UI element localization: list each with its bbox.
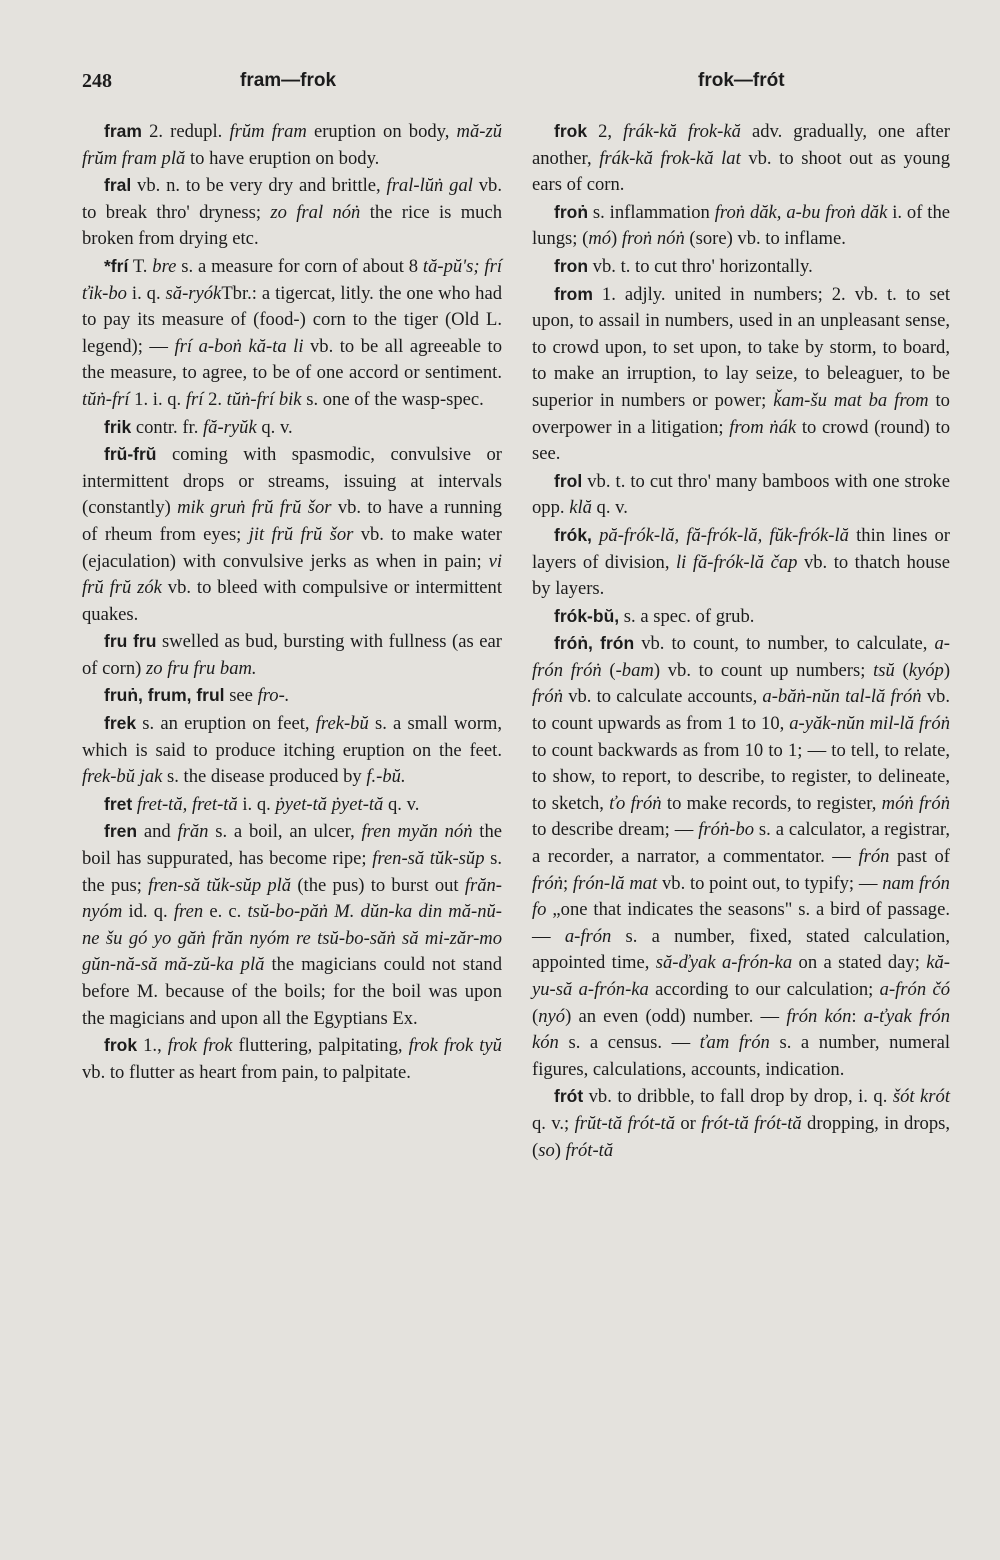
definition-text: 2. bbox=[203, 388, 227, 410]
native-term: tŭṅ-frí bbox=[82, 388, 130, 410]
native-term: fróṅ-bo bbox=[698, 819, 755, 841]
definition-text: q. v.; bbox=[532, 1112, 575, 1134]
definition-text: (the pus) to burst out bbox=[291, 874, 465, 896]
definition-text: Tbr.: a tigercat, litly. the one who had to pay its measure of (food-) corn to the tiger (Old L. legend); — bbox=[82, 282, 502, 357]
native-term: fret-tă, fret-tă bbox=[136, 793, 238, 815]
headword: frŭ-frŭ bbox=[104, 444, 157, 465]
definition-text: T. bbox=[128, 255, 153, 277]
native-term: frí bbox=[185, 388, 204, 410]
definition-text: vb. to flutter as heart from pain, to palpitate. bbox=[82, 1061, 411, 1083]
headword: frók-bŭ, bbox=[554, 605, 620, 626]
definition-text: 1. i. q. bbox=[129, 388, 186, 410]
native-term: zo fru fru bam. bbox=[146, 657, 257, 679]
native-term: frek-bŭ jak bbox=[82, 766, 163, 788]
definition-text: ( bbox=[894, 659, 909, 681]
native-term: frăn-nyóm bbox=[82, 874, 502, 923]
native-term: mó bbox=[588, 228, 612, 250]
native-term: from ṅák bbox=[729, 416, 797, 438]
native-term: li fă-frók-lă čap bbox=[675, 551, 798, 573]
native-term: so bbox=[538, 1139, 555, 1161]
definition-text: vb. to break thro' dryness; bbox=[82, 175, 502, 223]
definition-text: the rice is much broken from drying etc. bbox=[82, 201, 502, 250]
native-term: fren-să tŭk-sŭp plă bbox=[148, 874, 292, 896]
dictionary-entry bbox=[532, 199, 950, 253]
definition-text: s. a number, numeral figures, calculations, accounts, indication. bbox=[532, 1032, 950, 1080]
native-term: tă-pŭ's; frí ťik-bo bbox=[82, 255, 502, 304]
dictionary-entry bbox=[82, 682, 502, 710]
native-term: nam frón fo bbox=[532, 872, 950, 921]
native-term: fren bbox=[173, 901, 204, 923]
headword: from bbox=[554, 283, 593, 304]
page-number: 248 bbox=[82, 70, 112, 92]
definition-text: vb. to make water (ejaculation) with convulsive jerks as when in pain; bbox=[82, 523, 502, 572]
definition-text: e. c. bbox=[203, 901, 248, 923]
definition-text: vb. to dribble, to fall drop by drop, i. q. bbox=[583, 1086, 893, 1108]
definition-text: vb. to have a running of rheum from eyes; bbox=[82, 497, 502, 545]
native-term: fro-. bbox=[257, 685, 290, 707]
definition-text: s. a calculator, a registrar, a recorder, a narrator, a commentator. — bbox=[532, 819, 950, 868]
dictionary-entry bbox=[82, 628, 502, 682]
definition-text: to make records, to register, bbox=[661, 792, 882, 814]
native-term: a-yăk-nŭn mil-lă fróṅ bbox=[789, 713, 950, 735]
native-term: fren myăn nóṅ bbox=[361, 821, 473, 843]
definition-text: to crowd (round) to see. bbox=[532, 416, 950, 465]
definition-text: adv. gradually, one after another, bbox=[532, 121, 950, 169]
definition-text: s. inflammation bbox=[588, 201, 715, 223]
native-term: vi frŭ frŭ zók bbox=[82, 550, 502, 599]
dictionary-entry bbox=[82, 441, 502, 628]
native-term: fren-să tŭk-sŭp bbox=[372, 848, 485, 870]
native-term: f.-bŭ. bbox=[366, 766, 406, 788]
definition-text: ; bbox=[563, 872, 573, 894]
native-term: froṅ dăk, a-bu froṅ dăk bbox=[714, 201, 888, 223]
definition-text: s. the disease produced by bbox=[162, 766, 367, 788]
dictionary-entry bbox=[82, 1032, 502, 1086]
definition-text: (sore) vb. to inflame. bbox=[684, 228, 846, 250]
definition-text: q. v. bbox=[256, 416, 293, 438]
definition-text: s. a spec. of grub. bbox=[619, 605, 755, 627]
headword: fru fru bbox=[104, 631, 157, 652]
definition-text: vb. to count upwards as from 1 to 10, bbox=[532, 686, 950, 735]
dictionary-entry bbox=[82, 414, 502, 442]
native-term: frŭt-tă frót-tă bbox=[574, 1112, 676, 1134]
definition-text: ) bbox=[943, 659, 951, 681]
native-term: frok frok bbox=[167, 1035, 233, 1057]
dictionary-entry bbox=[532, 522, 950, 603]
headword: frik bbox=[104, 416, 132, 437]
native-term: jit frŭ frŭ šor bbox=[248, 523, 354, 545]
native-term: fróṅ bbox=[532, 872, 563, 894]
headword: fren bbox=[104, 821, 138, 842]
native-term: ṗyet-tă ṗyet-tă bbox=[275, 793, 384, 815]
dictionary-entry bbox=[532, 281, 950, 468]
definition-text: vb. to count, to number, to calculate, bbox=[634, 633, 935, 655]
definition-text: ( bbox=[532, 1005, 539, 1027]
left-column bbox=[82, 118, 502, 1086]
dictionary-entry bbox=[532, 253, 950, 281]
definition-text: i. q. bbox=[237, 793, 276, 815]
native-term: nyó bbox=[538, 1005, 566, 1027]
headword: frek bbox=[104, 713, 137, 734]
definition-text: ( bbox=[601, 659, 616, 681]
definition-text: „one that indicates the seasons" s. a bird of passage. — bbox=[532, 899, 950, 947]
dictionary-entry bbox=[82, 818, 502, 1032]
native-term: frák-kă frok-kă bbox=[623, 121, 741, 142]
native-term: frok frok tyŭ bbox=[408, 1035, 502, 1057]
definition-text: dropping, in drops, ( bbox=[532, 1112, 951, 1161]
dictionary-entry bbox=[82, 791, 502, 819]
headword: fral bbox=[104, 175, 132, 196]
definition-text: see bbox=[224, 685, 258, 707]
definition-text: i. q. bbox=[126, 282, 166, 304]
native-term: frák-kă frok-kă lat bbox=[599, 147, 741, 169]
headword: fróṅ, frón bbox=[554, 633, 635, 654]
headword: frok bbox=[554, 121, 588, 141]
native-term: -bam bbox=[615, 659, 654, 681]
definition-text: vb. to shoot out as young ears of corn. bbox=[532, 147, 950, 196]
definition-text: q. v. bbox=[383, 793, 420, 815]
native-term: kyóp bbox=[908, 659, 944, 681]
native-term: froṅ nóṅ bbox=[621, 228, 685, 250]
native-term: a-frón fróṅ bbox=[532, 633, 950, 681]
dictionary-entry bbox=[532, 630, 950, 1083]
native-term: a-frón čó bbox=[879, 979, 950, 1000]
definition-text: or bbox=[675, 1112, 702, 1134]
native-term: frí a-boṅ kă-ta li bbox=[174, 335, 304, 357]
definition-text: 1., bbox=[137, 1035, 168, 1057]
definition-text: swelled as bud, bursting with fullness (as ear of corn) bbox=[82, 631, 502, 679]
definition-text: contr. fr. bbox=[131, 416, 204, 438]
definition-text: i. of the lungs; ( bbox=[532, 201, 950, 250]
headword: frol bbox=[554, 470, 583, 491]
native-term: ťo fróṅ bbox=[609, 792, 662, 814]
headword: frok bbox=[104, 1035, 138, 1056]
headword: fruṅ, frum, frul bbox=[104, 685, 225, 706]
native-term: ǩam-šu mat ba from bbox=[773, 389, 929, 411]
definition-text: 1. adjly. united in numbers; 2. vb. t. to set upon, to assail in numbers, used in an unpleasant sense, to crowd upon, to set upon, to take by storm, to board, to make an irruption, to lay seize, to beleaguer, to be superior in numbers or power; bbox=[532, 283, 950, 411]
definition-text: on a stated day; bbox=[792, 952, 927, 974]
definition-text: the magicians could not stand before M. because of the boils; for the boil was upon the magicians and upon all the Egyptians Ex. bbox=[82, 954, 502, 1029]
native-term: ťam frón bbox=[699, 1032, 770, 1054]
dictionary-entry bbox=[532, 468, 950, 522]
native-term: mă-zŭ frŭm fram plă bbox=[82, 121, 502, 169]
definition-text: ) vb. to count up numbers; bbox=[653, 659, 874, 681]
native-term: kă-yu-să a-frón-ka bbox=[532, 952, 950, 1000]
native-term: fral-lŭṅ gal bbox=[386, 175, 473, 197]
dictionary-entry bbox=[82, 172, 502, 253]
definition-text: s. a small worm, which is said to produce itching eruption on the feet. bbox=[82, 713, 502, 761]
native-term: pă-frók-lă, fă-frók-lă, fŭk-frók-lă bbox=[599, 524, 849, 546]
headword: froṅ bbox=[554, 201, 589, 222]
definition-text: to count backwards as from 10 to 1; — to tell, to relate, to show, to report, to describe, to register, to delineate, to sketch, bbox=[532, 739, 950, 814]
native-term: frón kón bbox=[786, 1005, 852, 1027]
native-term: klă bbox=[569, 497, 592, 519]
native-term: frŭm fram bbox=[229, 121, 307, 142]
native-term: a-băṅ-nŭn tal-lă fróṅ bbox=[762, 686, 922, 708]
definition-text: to overpower in a litigation; bbox=[532, 389, 950, 438]
headword: frók, bbox=[554, 524, 592, 545]
definition-text: q. v. bbox=[591, 497, 628, 519]
definition-text: vb. to thatch house by layers. bbox=[532, 551, 950, 600]
definition-text: vb. n. to be very dry and brittle, bbox=[131, 175, 387, 197]
headword: frót bbox=[554, 1086, 584, 1107]
native-term: a-frón bbox=[564, 925, 612, 947]
headword: fram bbox=[104, 121, 142, 141]
native-term: frót-tă frót-tă bbox=[701, 1112, 802, 1134]
definition-text: vb. t. to cut thro' horizontally. bbox=[588, 255, 813, 277]
native-term: tsŭ bbox=[873, 659, 895, 681]
dictionary-entry bbox=[82, 253, 502, 414]
left-running-head: fram—frok bbox=[240, 70, 337, 91]
native-term: să-ďyak a-frón-ka bbox=[655, 952, 793, 974]
native-term: frót-tă bbox=[565, 1139, 614, 1161]
definition-text: coming with spasmodic, convulsive or intermittent drops or streams, issuing at intervals (constantly) bbox=[82, 444, 502, 519]
dictionary-entry bbox=[532, 1083, 950, 1164]
definition-text: s. a boil, an ulcer, bbox=[208, 821, 362, 843]
definition-text: ) an even (odd) number. — bbox=[565, 1005, 787, 1027]
definition-text: thin lines or layers of division, bbox=[532, 524, 950, 573]
native-term: bre bbox=[152, 255, 177, 277]
native-term: tsŭ-bo-păṅ M. dŭn-ka din mă-nŭ-ne šu gó yo găṅ frăn nyóm re tsŭ-bo-săṅ să mi-zăr-mo gŭn-nă-să mă-zŭ-ka plă bbox=[82, 901, 502, 976]
headword: *frí bbox=[104, 255, 129, 276]
definition-text: past of bbox=[889, 846, 950, 868]
definition-text: and bbox=[137, 821, 178, 843]
right-running-head: frok—frót bbox=[698, 70, 785, 91]
headword: fret bbox=[104, 793, 133, 814]
dictionary-entry bbox=[82, 118, 502, 172]
native-term: móṅ fróṅ bbox=[881, 792, 950, 814]
definition-text: eruption on body, bbox=[306, 121, 457, 142]
definition-text: fluttering, palpitating, bbox=[232, 1035, 409, 1057]
definition-text: s. a census. — bbox=[558, 1032, 700, 1054]
definition-text: to have eruption on body. bbox=[185, 147, 380, 169]
definition-text: vb. to bleed with compulsive or intermittent quakes. bbox=[82, 577, 502, 625]
definition-text: ) bbox=[611, 228, 622, 250]
definition-text: : bbox=[851, 1005, 864, 1027]
definition-text: according to our calculation; bbox=[648, 979, 880, 1000]
definition-text: vb. to calculate accounts, bbox=[563, 686, 763, 708]
native-term: fă-ryŭk bbox=[203, 416, 257, 438]
headword: fron bbox=[554, 255, 589, 276]
native-term: frek-bŭ bbox=[315, 713, 369, 735]
native-term: šót krót bbox=[892, 1086, 950, 1108]
native-term: zo fral nóṅ bbox=[270, 201, 361, 223]
native-term: frón-lă mat bbox=[572, 872, 658, 894]
native-term: a-ťyak frón kón bbox=[532, 1005, 950, 1054]
definition-text: vb. to point out, to typify; — bbox=[657, 872, 883, 894]
definition-text: ) bbox=[554, 1139, 566, 1161]
right-column bbox=[532, 118, 950, 1164]
dictionary-entry bbox=[82, 710, 502, 791]
definition-text: s. the pus; bbox=[82, 848, 502, 896]
native-term: tŭṅ-frí bik bbox=[226, 388, 302, 410]
dictionary-entry bbox=[532, 603, 950, 631]
native-term: mik gruṅ frŭ frŭ šor bbox=[177, 497, 332, 519]
definition-text: s. an eruption on feet, bbox=[136, 713, 316, 735]
definition-text: s. a number, fixed, stated calculation, appointed time, bbox=[532, 925, 950, 974]
definition-text: to describe dream; — bbox=[532, 819, 699, 841]
native-term: frón bbox=[858, 846, 890, 868]
definition-text: s. one of the wasp-spec. bbox=[301, 388, 484, 410]
definition-text: s. a measure for corn of about 8 bbox=[176, 255, 423, 277]
definition-text: vb. to be all agreeable to the measure, to agree, to be of one accord or sentiment. bbox=[82, 335, 502, 384]
native-term: frăn bbox=[177, 821, 209, 843]
definition-text: 2, bbox=[587, 121, 624, 142]
definition-text: 2. redupl. bbox=[141, 121, 230, 142]
definition-text: the boil has suppurated, has become ripe; bbox=[82, 821, 502, 870]
dictionary-entry bbox=[532, 118, 950, 199]
native-term: fróṅ bbox=[532, 686, 563, 708]
native-term: să-ryók bbox=[165, 282, 222, 304]
definition-text: id. q. bbox=[122, 901, 174, 923]
definition-text: vb. t. to cut thro' many bamboos with one stroke opp. bbox=[532, 470, 950, 519]
